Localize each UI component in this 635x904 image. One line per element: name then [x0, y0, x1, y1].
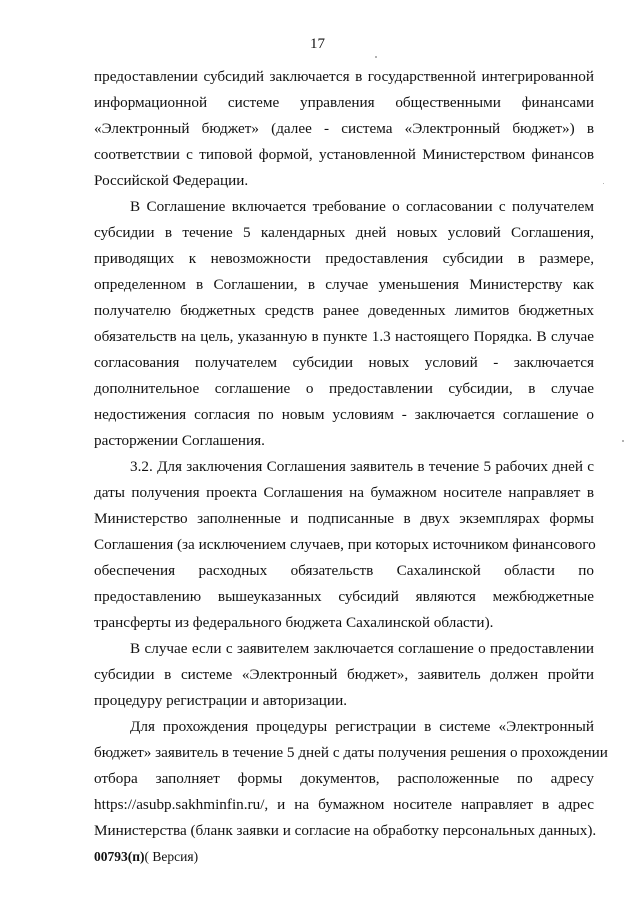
text-line: предоставлению вышеуказанных субсидий являются межбюджетные — [94, 588, 594, 605]
text-line: отбора заполняет формы документов, расположенные по адресу — [94, 770, 594, 787]
text-line: расторжении Соглашения. — [94, 432, 265, 449]
paragraph — [94, 194, 594, 454]
text-line: даты получения проекта Соглашения на бумажном носителе направляет в — [94, 484, 594, 501]
text-line: Министерства (бланк заявки и согласие на обработку персональных данных). — [94, 822, 597, 839]
text-line: https://asubp.sakhminfin.ru/, и на бумажном носителе направляет в адрес — [94, 796, 594, 813]
text-line: Для прохождения процедуры регистрации в системе «Электронный — [130, 718, 594, 735]
text-line: субсидии в системе «Электронный бюджет», заявитель должен пройти — [94, 666, 594, 683]
text-line: получателю бюджетных средств ранее доведенных лимитов бюджетных — [94, 302, 594, 319]
text-line: 3.2. Для заключения Соглашения заявитель в течение 5 рабочих дней с — [130, 458, 594, 475]
text-line: бюджет» заявитель в течение 5 дней с даты получения решения о прохождении — [94, 744, 608, 761]
text-line: Российской Федерации. — [94, 172, 249, 189]
text-line: В случае если с заявителем заключается соглашение о предоставлении — [130, 640, 594, 657]
document-version: ( Версия) — [144, 849, 199, 864]
text-line: информационной системе управления общественными финансами — [94, 94, 594, 111]
text-line: приводящих к невозможности предоставления субсидии в размере, — [94, 250, 594, 267]
scan-speck — [622, 440, 624, 442]
text-line: согласования получателем субсидии новых условий - заключается — [94, 354, 594, 371]
scan-speck — [603, 183, 604, 184]
document-body — [94, 64, 608, 844]
paragraph — [94, 64, 594, 194]
text-line: недостижения согласия по новым условиям - заключается соглашение о — [94, 406, 594, 423]
text-line: В Соглашение включается требование о согласовании с получателем — [130, 198, 594, 215]
document-footer — [94, 849, 198, 865]
text-line: трансферты из федерального бюджета Сахалинской области). — [94, 614, 494, 631]
text-line: соответствии с типовой формой, установленной Министерством финансов — [94, 146, 594, 163]
text-line: Министерство заполненные и подписанные в двух экземплярах формы — [94, 510, 594, 527]
paragraph — [94, 454, 594, 636]
text-line: процедуру регистрации и авторизации. — [94, 692, 347, 709]
text-line: субсидии в течение 5 календарных дней новых условий Соглашения, — [94, 224, 594, 241]
text-line: определенном в Соглашении, в случае уменьшения Министерству как — [94, 276, 594, 293]
scan-speck — [375, 56, 377, 58]
text-line: предоставлении субсидий заключается в государственной интегрированной — [94, 68, 594, 85]
page-number: 17 — [310, 36, 325, 52]
text-line: обеспечения расходных обязательств Сахалинской области по — [94, 562, 594, 579]
text-line: обязательств на цель, указанную в пункте 1.3 настоящего Порядка. В случае — [94, 328, 594, 345]
paragraph — [94, 714, 608, 844]
text-line: Соглашения (за исключением случаев, при которых источником финансового — [94, 536, 596, 553]
document-code: 00793(п) — [94, 849, 145, 864]
text-line: «Электронный бюджет» (далее - система «Электронный бюджет») в — [94, 120, 594, 137]
paragraph — [94, 636, 594, 714]
text-line: дополнительное соглашение о предоставлении субсидии, в случае — [94, 380, 594, 397]
